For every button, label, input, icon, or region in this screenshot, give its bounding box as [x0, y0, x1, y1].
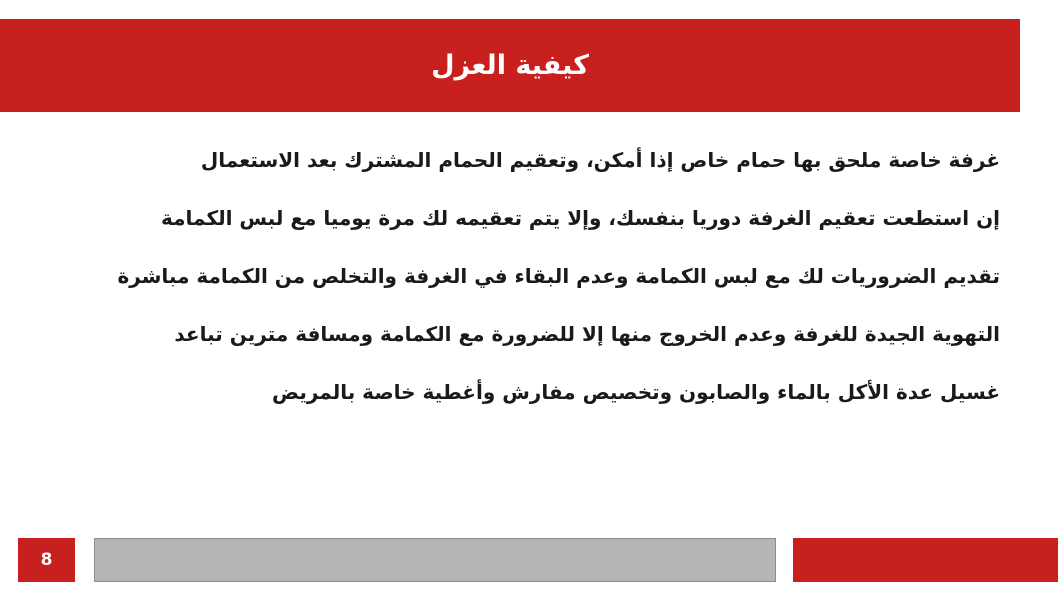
- content-line: التهوية الجيدة للغرفة وعدم الخروج منها إلا للضرورة مع الكمامة ومسافة مترين تباعد: [174, 322, 1000, 346]
- content-line: غرفة خاصة ملحق بها حمام خاص إذا أمكن، وتعقيم الحمام المشترك بعد الاستعمال: [200, 148, 1000, 172]
- content-line: تقديم الضروريات لك مع لبس الكمامة وعدم البقاء في الغرفة والتخلص من الكمامة مباشرة: [117, 264, 1000, 288]
- content-list: [100, 138, 1000, 428]
- page-number: 8: [18, 538, 75, 582]
- content-line: غسيل عدة الأكل بالماء والصابون وتخصيص مفارش وأغطية خاصة بالمريض: [272, 380, 1000, 404]
- footer-red-bar: [793, 538, 1058, 582]
- footer-gray-bar: [94, 538, 776, 582]
- title-banner: [0, 19, 1020, 112]
- slide-title: كيفية العزل: [431, 50, 589, 81]
- content-line: إن استطعت تعقيم الغرفة دوريا بنفسك، وإلا يتم تعقيمه لك مرة يوميا مع لبس الكمامة: [161, 206, 1000, 230]
